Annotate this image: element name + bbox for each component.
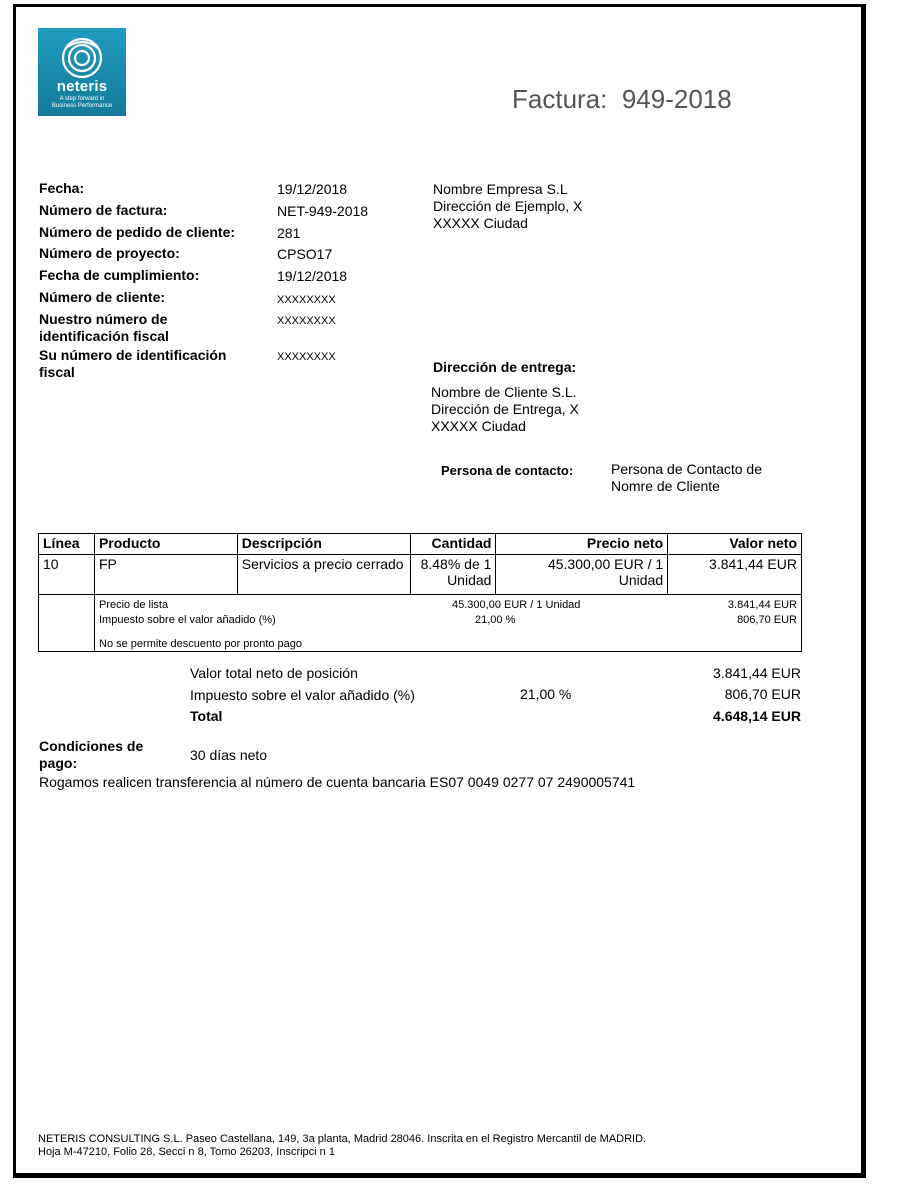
footer-line: NETERIS CONSULTING S.L. Paseo Castellana, 149, 3a planta, Madrid 28046. Inscrita en el Registro Mercantil de MADRID.: [38, 1133, 647, 1145]
logo-tagline-2: Business Performance: [51, 103, 113, 109]
cell-descripcion: Servicios a precio cerrado: [237, 555, 410, 595]
company-address: [433, 181, 582, 232]
cell-cantidad: 8.48% de 1 Unidad: [410, 555, 496, 595]
contact-value-line: Persona de Contacto de: [611, 461, 762, 477]
total-value: 4.648,14 EUR: [713, 708, 801, 724]
field-value-pedido-cliente: 281: [277, 225, 301, 241]
footer-line: Hoja M-47210, Folio 28, Secci n 8, Tomo 26203, Inscripci n 1: [38, 1146, 335, 1158]
field-label-numero-factura: Número de factura:: [39, 202, 168, 218]
delivery-address-line: Nombre de Cliente S.L.: [431, 384, 577, 400]
total-net-label: Valor total neto de posición: [190, 665, 358, 681]
bank-transfer-note: Rogamos realicen transferencia al número de cuenta bancaria ES07 0049 0277 07 2490005741: [39, 774, 636, 790]
total-label: Total: [190, 708, 223, 724]
cell-producto: FP: [94, 555, 237, 595]
payment-terms-label: Condiciones de pago:: [39, 738, 144, 771]
list-price-label: Precio de lista: [99, 599, 169, 611]
column-header: Cantidad: [410, 534, 496, 555]
logo-brand: neteris: [56, 78, 108, 95]
detail-vat-rate: 21,00 %: [475, 614, 516, 626]
field-label-fecha: Fecha:: [39, 180, 85, 196]
list-price-total: 3.841,44 EUR: [727, 599, 797, 611]
field-value-cliente: XXXXXXXX: [277, 294, 336, 306]
column-header: Línea: [39, 534, 95, 555]
field-label-cliente: Número de cliente:: [39, 289, 166, 305]
list-price-value: 45.300,00 EUR / 1 Unidad: [452, 599, 581, 611]
field-label-pedido-cliente: Número de pedido de cliente:: [39, 224, 236, 240]
detail-vat-label: Impuesto sobre el valor añadido (%): [99, 614, 276, 626]
field-label-su-nif: Su número de identificación fiscal: [39, 347, 227, 380]
delivery-address: [431, 384, 579, 435]
logo-rings-icon: [52, 34, 112, 80]
column-header: Descripción: [237, 534, 410, 555]
items-table: [38, 533, 802, 652]
delivery-heading: Dirección de entrega:: [433, 359, 577, 375]
field-value-nuestro-nif: XXXXXXXX: [277, 315, 336, 327]
company-address-line: XXXXX Ciudad: [433, 215, 528, 231]
cell-linea: 10: [39, 555, 95, 595]
logo-tagline-1: A step forward in: [59, 96, 105, 102]
invoice-title: Factura: 949-2018: [512, 84, 732, 114]
field-value-proyecto: CPSO17: [277, 246, 333, 262]
discount-note: No se permite descuento por pronto pago: [99, 638, 303, 650]
payment-terms-value: 30 días neto: [190, 747, 268, 763]
contact-value: [611, 461, 762, 495]
footer: [38, 1133, 646, 1159]
company-address-line: Nombre Empresa S.L: [433, 181, 568, 197]
field-value-numero-factura: NET-949-2018: [277, 203, 369, 219]
table-row: [39, 555, 802, 595]
total-net-value: 3.841,44 EUR: [713, 665, 801, 681]
total-vat-value: 806,70 EUR: [724, 686, 801, 702]
cell-valor: 3.841,44 EUR: [668, 555, 802, 595]
cell-precio: 45.300,00 EUR / 1 Unidad: [496, 555, 668, 595]
logo-tagline: [38, 96, 126, 110]
field-value-cumplimiento: 19/12/2018: [277, 268, 348, 284]
field-label-cumplimiento: Fecha de cumplimiento:: [39, 267, 200, 283]
delivery-address-line: XXXXX Ciudad: [431, 418, 526, 434]
total-vat-rate: 21,00 %: [520, 686, 572, 702]
detail-empty-cell: [39, 595, 95, 652]
column-header: Precio neto: [496, 534, 668, 555]
field-value-su-nif: XXXXXXXX: [277, 351, 336, 363]
company-logo: [38, 28, 126, 116]
contact-label: Persona de contacto:: [441, 463, 574, 478]
total-vat-label: Impuesto sobre el valor añadido (%): [190, 687, 415, 703]
field-value-fecha: 19/12/2018: [277, 181, 348, 197]
field-label-proyecto: Número de proyecto:: [39, 245, 180, 261]
column-header: Valor neto: [668, 534, 802, 555]
detail-vat-amount: 806,70 EUR: [737, 614, 797, 626]
contact-value-line: Nomre de Cliente: [611, 478, 720, 494]
column-header: Producto: [94, 534, 237, 555]
company-address-line: Dirección de Ejemplo, X: [433, 198, 583, 214]
table-header-row: [39, 534, 802, 555]
delivery-address-line: Dirección de Entrega, X: [431, 401, 579, 417]
field-label-nuestro-nif: Nuestro número de identificación fiscal: [39, 311, 169, 344]
